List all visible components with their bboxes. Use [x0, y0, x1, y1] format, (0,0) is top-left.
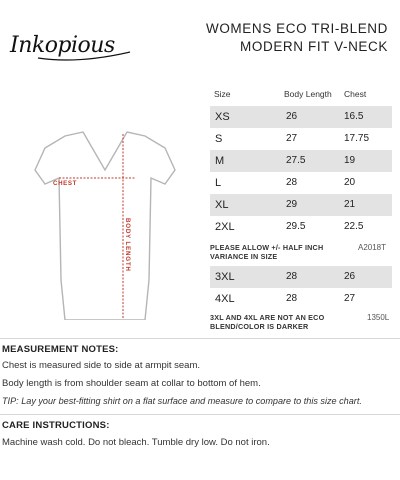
title-line-1: WOMENS ECO TRI-BLEND: [205, 21, 388, 36]
size-row-xl: [210, 194, 392, 216]
size-row-2xl: [210, 216, 392, 238]
style-code-1350l: 1350L: [367, 313, 390, 322]
note-line: PLEASE ALLOW +/- HALF INCH: [210, 243, 324, 252]
size-cell: XS: [215, 111, 230, 123]
chest-cell: 19: [344, 155, 356, 166]
size-row-m: [210, 150, 392, 172]
size-row-3xl: [210, 266, 392, 288]
body-length-cell: 28: [286, 177, 298, 188]
chest-cell: 27: [344, 293, 356, 304]
chest-cell: 21: [344, 199, 356, 210]
chest-cell: 26: [344, 271, 356, 282]
style-code-a2018t: A2018T: [358, 243, 387, 252]
chest-measure-text: Chest is measured side to side at armpit seam.: [2, 360, 201, 371]
size-cell: S: [215, 133, 223, 145]
measurement-notes-heading: MEASUREMENT NOTES:: [2, 344, 119, 355]
size-row-4xl: [210, 288, 392, 310]
body-length-cell: 28: [286, 293, 298, 304]
body-length-cell: 26: [286, 111, 298, 122]
body-length-measure-text: Body length is from shoulder seam at collar to bottom of hem.: [2, 378, 261, 389]
chest-cell: 22.5: [344, 221, 364, 232]
body-length-label: BODY LENGTH: [124, 218, 131, 272]
header-chest: Chest: [344, 89, 367, 99]
size-cell: 4XL: [215, 293, 235, 305]
size-cell: L: [215, 177, 222, 189]
shirt-diagram: [15, 120, 195, 320]
note-line: BLEND/COLOR IS DARKER: [210, 322, 309, 331]
size-row-xs: [210, 106, 392, 128]
note-line: 3XL AND 4XL ARE NOT AN ECO: [210, 313, 325, 322]
size-row-s: [210, 128, 392, 150]
size-cell: XL: [215, 199, 229, 211]
shirt-outline: [35, 132, 175, 320]
eco-blend-note: [210, 313, 324, 331]
divider: [0, 414, 400, 415]
title-line-2: MODERN FIT V-NECK: [240, 39, 388, 54]
size-variance-note: [210, 243, 323, 261]
chest-cell: 17.75: [344, 133, 370, 144]
note-line: VARIANCE IN SIZE: [210, 252, 278, 261]
body-length-cell: 27.5: [286, 155, 306, 166]
care-text: Machine wash cold. Do not bleach. Tumble dry low. Do not iron.: [2, 437, 270, 448]
body-length-cell: 27: [286, 133, 298, 144]
product-title: [206, 20, 388, 56]
care-heading: CARE INSTRUCTIONS:: [2, 420, 110, 431]
body-length-cell: 28: [286, 271, 298, 282]
header-size: Size: [214, 89, 231, 99]
chest-label: CHEST: [53, 180, 77, 187]
header-body-length: Body Length: [284, 89, 332, 99]
size-cell: 2XL: [215, 221, 235, 233]
divider: [0, 338, 400, 339]
body-length-cell: 29: [286, 199, 298, 210]
body-length-cell: 29.5: [286, 221, 306, 232]
chest-cell: 20: [344, 177, 356, 188]
size-cell: M: [215, 155, 225, 167]
logo-text: Inkopious: [10, 33, 115, 58]
brand-logo: [8, 22, 138, 68]
size-row-l: [210, 172, 392, 194]
measuring-tip: TIP: Lay your best-fitting shirt on a flat surface and measure to compare to this size chart.: [2, 396, 362, 406]
size-cell: 3XL: [215, 271, 235, 283]
chest-cell: 16.5: [344, 111, 364, 122]
